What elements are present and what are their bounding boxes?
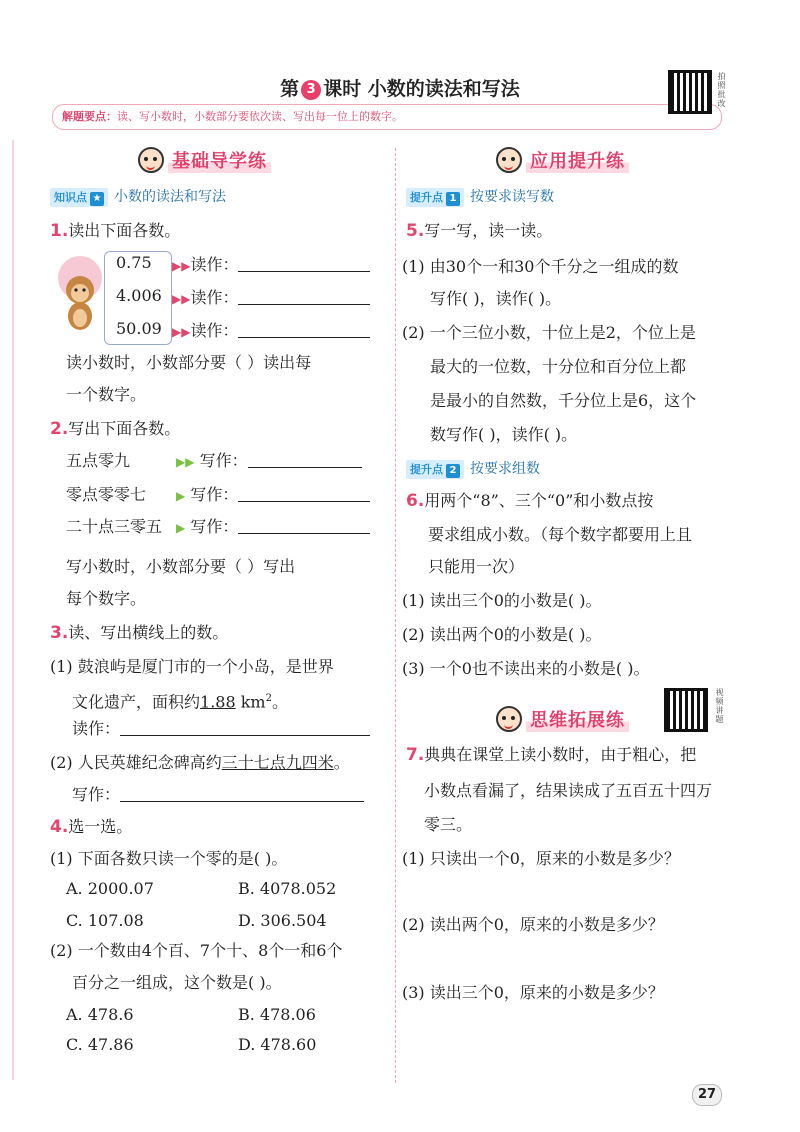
q4-p2-option-c[interactable]: C. 47.86: [66, 1035, 134, 1054]
q5-part1-line1: (1) 由30个一和30个千分之一组成的数: [402, 257, 679, 276]
underlined-number: 三十七点九四米: [221, 753, 334, 772]
q4-stem: 4.选一选。: [50, 817, 133, 837]
q7-part2: (2) 读出两个0，原来的小数是多少？: [402, 915, 664, 934]
monkey-icon: [58, 268, 102, 332]
tip-content: 读、写小数时，小数部分要依次读、写出每一位上的数字。: [117, 110, 403, 123]
q6-line3: 只能用一次）: [428, 557, 525, 576]
banner-title: 应用提升练: [526, 147, 629, 173]
q1-number-1: 0.75: [116, 253, 152, 272]
q2-item-2: 零点零零七: [66, 485, 147, 504]
improve-point-2: [406, 458, 540, 479]
q4-p2-option-d[interactable]: D. 478.60: [238, 1035, 317, 1054]
tip-label: 解题要点：: [62, 110, 117, 123]
q1-note-line1: 读小数时，小数部分要（ ）读出每: [66, 353, 312, 372]
banner-title: 基础导学练: [168, 147, 271, 173]
q4-p2-option-b[interactable]: B. 478.06: [238, 1005, 316, 1024]
q3-write-row: 写作：: [72, 784, 364, 806]
qr-label: 拍照批改: [717, 72, 726, 108]
q5-part2-line3: 是最小的自然数，千分位上是6，这个: [430, 391, 697, 410]
qr-code-icon: [668, 70, 712, 114]
q7-line1: 7.典典在课堂上读小数时，由于粗心，把: [406, 745, 697, 765]
column-divider: [395, 148, 396, 1083]
q1-stem: 1.读出下面各数。: [50, 221, 181, 241]
knowledge-title: 小数的读法和写法: [114, 189, 226, 205]
answer-blank[interactable]: [238, 501, 370, 502]
q2-write-row-2: ▶ 写作：: [176, 484, 370, 507]
q3-part2-line1: (2) 人民英雄纪念碑高约三十七点九四米。: [50, 753, 350, 772]
improve-title-2: 按要求组数: [470, 461, 540, 477]
section-banner-basic: [138, 145, 271, 175]
title-prefix: 第: [280, 78, 300, 100]
q1-read-row-3: ▶▶读作：: [172, 320, 370, 343]
q3-read-row: 读作：: [72, 718, 370, 740]
q5-stem: 5.写一写，读一读。: [406, 221, 553, 241]
knowledge-point: [50, 186, 226, 207]
q2-note-line1: 写小数时，小数部分要（ ）写出: [66, 557, 296, 576]
q4-p1-option-b[interactable]: B. 4078.052: [238, 879, 337, 898]
q6-line2: 要求组成小数。（每个数字都要用上且: [428, 525, 693, 544]
answer-blank[interactable]: [248, 467, 362, 468]
improve-tag-1: 提升点 1: [406, 188, 464, 207]
q4-p1-option-c[interactable]: C. 107.08: [66, 911, 144, 930]
q2-stem: 2.写出下面各数。: [50, 419, 181, 439]
banner-title: 思维拓展练: [526, 706, 629, 732]
title-suffix: 课时 小数的读法和写法: [323, 78, 520, 100]
improve-tag-2: 提升点 2: [406, 460, 464, 479]
q1-read-row-1: ▶▶读作：: [172, 254, 370, 277]
answer-blank[interactable]: [120, 801, 364, 802]
qr-code-icon: [664, 688, 708, 732]
q6-part1: (1) 读出三个0的小数是( )。: [402, 591, 602, 610]
q3-stem: 3.读、写出横线上的数。: [50, 623, 229, 643]
answer-blank[interactable]: [238, 271, 370, 272]
improve-point-1: [406, 186, 554, 207]
q7-line2: 小数点看漏了，结果读成了五百五十四万: [424, 781, 713, 800]
q4-part2-line1: (2) 一个数由4个百、7个十、8个一和6个: [50, 941, 343, 960]
q1-number-2: 4.006: [116, 286, 162, 305]
q5-part1-line2: 写作( )，读作( )。: [430, 289, 562, 308]
q4-p1-option-a[interactable]: A. 2000.07: [66, 879, 154, 898]
page-number: 27: [692, 1084, 722, 1106]
q2-item-1: 五点零九: [66, 451, 131, 470]
q7-line3: 零三。: [424, 815, 473, 834]
child-face-icon: [496, 147, 522, 173]
q4-p2-option-a[interactable]: A. 478.6: [66, 1005, 134, 1024]
q7-part3: (3) 读出三个0，原来的小数是多少？: [402, 983, 664, 1002]
q1-note-line2: 一个数字。: [66, 385, 147, 404]
improve-title-1: 按要求读写数: [470, 189, 554, 205]
section-banner-apply: [496, 145, 629, 175]
q6-part3: (3) 一个0也不读出来的小数是( )。: [402, 659, 650, 678]
q5-part2-line1: (2) 一个三位小数，十位上是2，个位上是: [402, 323, 696, 342]
margin-line: [12, 140, 14, 1080]
knowledge-tag: 知识点 ★: [50, 188, 108, 207]
q6-part2: (2) 读出两个0的小数是( )。: [402, 625, 602, 644]
tip-text: [62, 108, 403, 124]
answer-blank[interactable]: [238, 304, 370, 305]
q5-part2-line2: 最大的一位数，十分位和百分位上都: [430, 357, 687, 376]
q1-read-row-2: ▶▶读作：: [172, 287, 370, 310]
q1-number-3: 50.09: [116, 319, 162, 338]
q4-part2-line2: 百分之一组成，这个数是( )。: [72, 973, 282, 992]
q3-part1-line1: (1) 鼓浪屿是厦门市的一个小岛，是世界: [50, 657, 334, 676]
q7-part1: (1) 只读出一个0，原来的小数是多少？: [402, 849, 680, 868]
q2-write-row-3: ▶ 写作：: [176, 516, 370, 539]
child-face-icon: [138, 147, 164, 173]
child-face-icon: [496, 706, 522, 732]
q4-part1: (1) 下面各数只读一个零的是( )。: [50, 849, 288, 868]
q2-item-3: 二十点三零五: [66, 517, 163, 536]
section-banner-thinking: [496, 704, 629, 734]
qr2-label: 视频讲题: [715, 688, 724, 724]
q5-part2-line4: 数写作( )，读作( )。: [430, 425, 578, 444]
answer-blank[interactable]: [238, 533, 370, 534]
q6-line1: 6.用两个“8”、三个“0”和小数点按: [406, 491, 654, 511]
q2-note-line2: 每个数字。: [66, 589, 147, 608]
q2-write-row-1: ▶▶ 写作：: [176, 450, 362, 473]
answer-blank[interactable]: [120, 735, 370, 736]
q3-part1-line2: 文化遗产，面积约1.88 $km^2$。: [72, 692, 288, 712]
lesson-number-badge: 3: [301, 80, 321, 100]
underlined-number: 1.88: [200, 692, 236, 712]
q4-p1-option-d[interactable]: D. 306.504: [238, 911, 327, 930]
answer-blank[interactable]: [238, 337, 370, 338]
